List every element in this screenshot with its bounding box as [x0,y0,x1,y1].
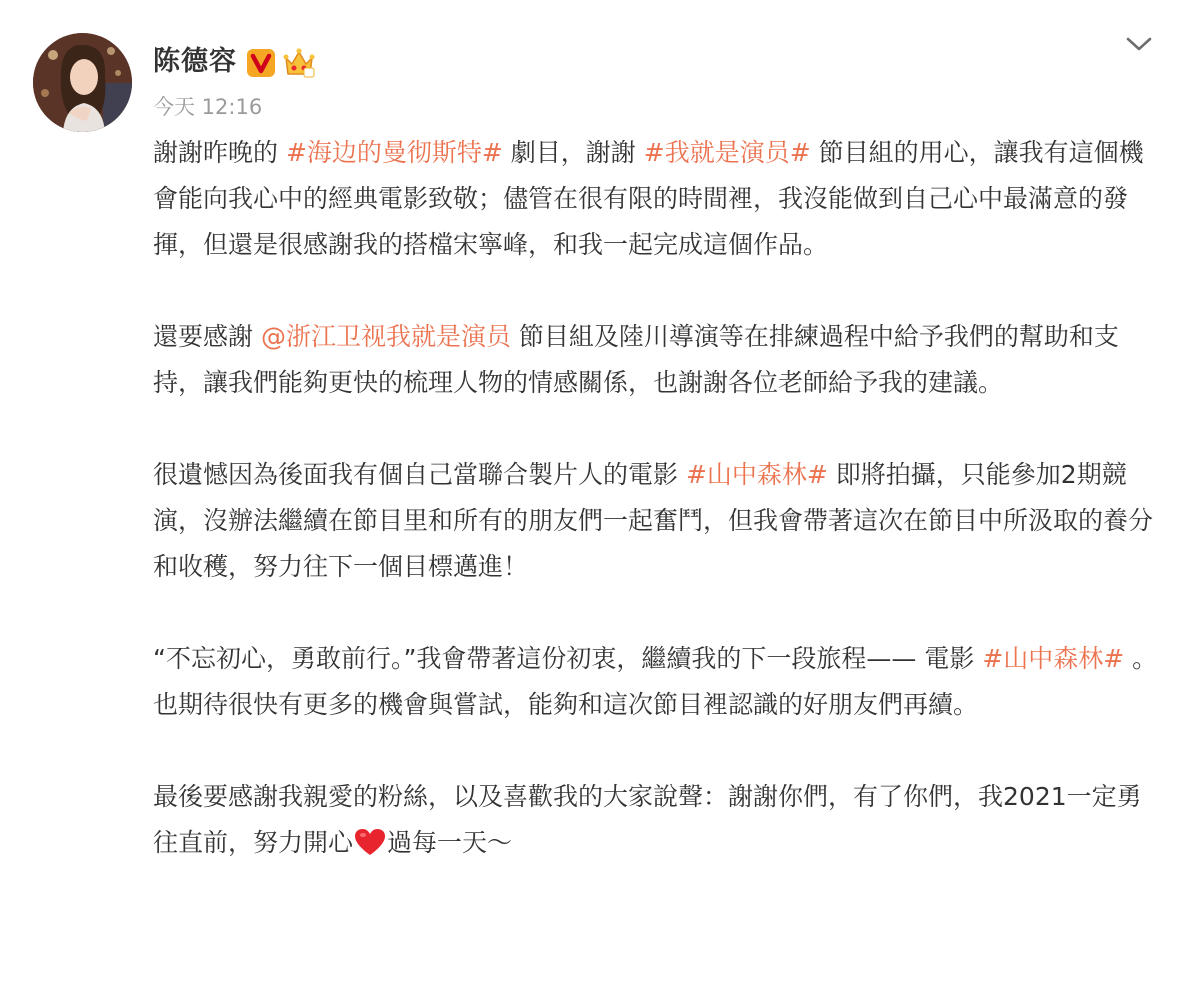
post-text: 最後要感謝我親愛的粉絲，以及喜歡我的大家說聲：謝謝你們，有了你們，我2021一定勇往直前，努力開心 [153,782,1142,857]
hashtag-link[interactable]: #海边的曼彻斯特# [285,138,503,167]
hashtag-link[interactable]: #我就是演员# [643,138,811,167]
post-paragraph [153,774,1158,866]
red-heart-icon [354,825,386,853]
crown-member-icon [282,44,316,78]
author-name[interactable]: 陈德容 [153,46,237,77]
post-text: 節目組及陸川導演等在排練過程中給予我們的幫助和支持，讓我們能夠更快的梳理人物的情感關係，也謝謝各位老師給予我的建議。 [153,322,1119,397]
post-paragraph [153,130,1158,268]
post-text: 還要感謝 [153,322,261,351]
hashtag-link[interactable]: #山中森林# [685,460,828,489]
post-timestamp: 今天 12:16 [153,95,263,119]
post-paragraph [153,452,1158,590]
post-paragraph [153,636,1158,728]
avatar[interactable] [33,33,132,132]
post-text: “不忘初心，勇敢前行。”我會帶著這份初衷，繼續我的下一段旅程—— 電影 [153,644,983,673]
hashtag-link[interactable]: #山中森林# [982,644,1125,673]
post-text: 劇目，謝謝 [502,138,644,167]
post-text: 過每一天～ [387,828,513,857]
post-paragraph [153,314,1158,406]
verified-v-icon [246,48,276,78]
post-text: 。 也期待很快有更多的機會與嘗試，能夠和這次節目裡認識的好朋友們再續。 [153,644,1158,719]
post-text: 節目組的用心，讓我有這個機會能向我心中的經典電影致敬；儘管在很有限的時間裡，我沒能做到自己心中最滿意的發揮，但還是很感謝我的搭檔宋寧峰，和我一起完成這個作品。 [153,138,1144,259]
chevron-down-icon[interactable] [1124,32,1154,56]
mention-link[interactable]: @浙江卫视我就是演员 [260,322,511,351]
post-text: 即將拍攝，只能參加2期競演，沒辦法繼續在節目里和所有的朋友們一起奮鬥，但我會帶著這次在節目中所汲取的養分和收穫，努力往下一個目標邁進！ [153,460,1154,581]
post-text: 謝謝昨晚的 [153,138,286,167]
post-content [153,130,1158,866]
post-text: 很遺憾因為後面我有個自己當聯合製片人的電影 [153,460,686,489]
